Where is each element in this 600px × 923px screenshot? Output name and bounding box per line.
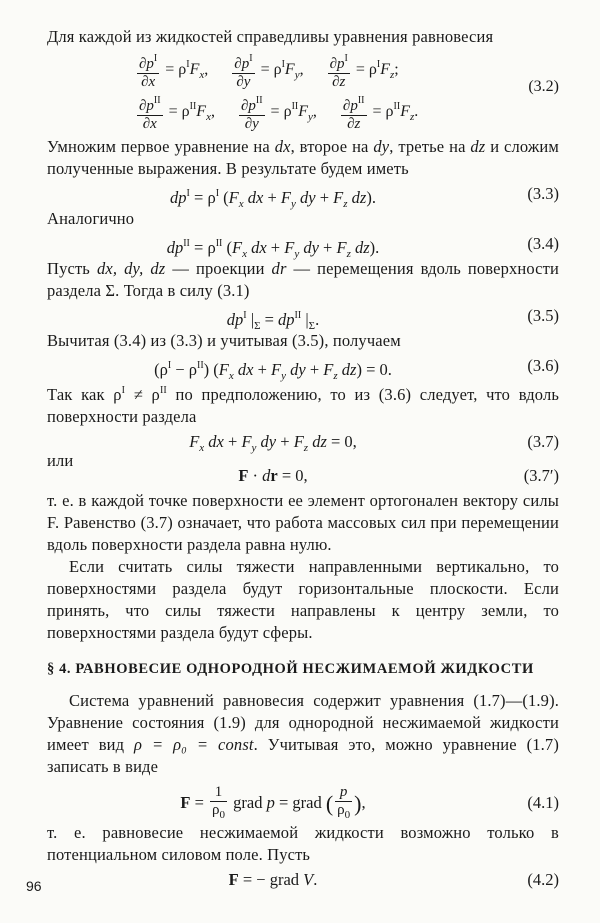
eq-3-2-row-1: $\frac{\partial p^I}{\partial x}$ = $\rho^IF_x$, $\frac{\partial p^I}{\partial y}$ = $\rho^IF_y$, $\frac{\partial p^I}{\partial z}$ = $\rho^IF_z$;	[135, 50, 417, 91]
since-paragraph: Так как $\rho^I \ne \rho^{II}$ по предположению, то из (3.6) следует, что вдоль поверхности раздела	[47, 385, 560, 426]
equation-3-7-prime: F · dr = 0, (3.7′)	[238, 466, 559, 485]
equation-4-2: F = − grad V. (4.2)	[228, 870, 559, 889]
ie-paragraph: т. е. в каждой точке поверхности ее элемент ортогонален вектору силы F. Равенство (3.7) означает, что работа массовых сил при перемещении вдоль поверхности раздела равна нулю.	[47, 491, 559, 554]
page-number: 96	[26, 878, 42, 894]
equation-3-7: $F_x$ dx + $F_y$ dy + $F_z$ dz = 0, (3.7)	[189, 432, 559, 454]
analog-paragraph: Аналогично	[47, 209, 135, 228]
eq-3-7-number: (3.7)	[527, 432, 559, 451]
eq-3-7-prime-number: (3.7′)	[523, 466, 559, 485]
eq-3-3-number: (3.3)	[527, 184, 559, 203]
gravity-paragraph: Если считать силы тяжести направленными вертикально, то поверхностями раздела будут горизонтальные плоскости. Если принять, что силы тяжести направлены к центру земли, то поверхностями раздела будут сферы.	[47, 557, 559, 642]
system-paragraph: Система уравнений равновесия содержит уравнения (1.7)—(1.9). Уравнение состояния (1.9) для однородной несжимаемой жидкости имеет вид ρ = ρ₀ = const. Учитывая это, можно уравнение (1.7) записать в виде	[47, 691, 559, 776]
intro-paragraph: Для каждой из жидкостей справедливы уравнения равновесия	[47, 27, 494, 46]
eq-4-2-number: (4.2)	[527, 870, 559, 889]
equation-3-3: $dp^I = \rho^I$ ($F_x$ dx + $F_y$ dy + $F_z$ dz). (3.3)	[170, 184, 559, 210]
eq-4-1-number: (4.1)	[527, 793, 559, 812]
subtract-paragraph: Вычитая (3.4) из (3.3) и учитывая (3.5), получаем	[47, 331, 401, 350]
page-body	[47, 26, 559, 894]
or-word: или	[47, 451, 74, 470]
equation-4-1: F = $\frac{1}{\rho_0}$ grad p = grad ( $\frac{p}{\rho_0}$ ), (4.1)	[180, 784, 559, 821]
eq-3-2-number: (3.2)	[528, 78, 559, 95]
eq-3-2-row-2: $\frac{\partial p^{II}}{\partial x}$ = $\rho^{II}F_x$, $\frac{\partial p^{II}}{\partial y}$ = $\rho^{II}F_y$, $\frac{\partial p^{II}}{\partial z}$ = $\rho^{II}F_z$.	[135, 92, 436, 133]
let-paragraph: Пусть dx, dy, dz — проекции dr — перемещения вдоль поверхности раздела Σ. Тогда в силу (3.1)	[47, 259, 560, 300]
multiply-paragraph: Умножим первое уравнение на dx, второе на dy, третье на dz и сложим полученные выражения. В результате будем иметь	[47, 137, 560, 178]
eq-3-4-number: (3.4)	[527, 234, 559, 253]
eq-3-5-number: (3.5)	[527, 306, 559, 325]
equation-3-4: $dp^{II} = \rho^{II}$ ($F_x$ dx + $F_y$ dy + $F_z$ dz). (3.4)	[166, 234, 559, 260]
potential-paragraph: т. е. равновесие несжимаемой жидкости возможно только в потенциальном силовом поле. Пусть	[47, 823, 559, 864]
eq-3-6-number: (3.6)	[527, 356, 559, 375]
equation-3-2	[47, 50, 559, 132]
section-heading: § 4. РАВНОВЕСИЕ ОДНОРОДНОЙ НЕСЖИМАЕМОЙ ЖИДКОСТИ	[47, 661, 534, 677]
equation-3-6: $(\rho^I - \rho^{II})$ ($F_x$ dx + $F_y$ dy + $F_z$ dz) = 0. (3.6)	[154, 356, 559, 382]
equation-3-5: $dp^I$ $|_\Sigma = dp^{II}$ $|_\Sigma$. (3.5)	[226, 306, 559, 332]
